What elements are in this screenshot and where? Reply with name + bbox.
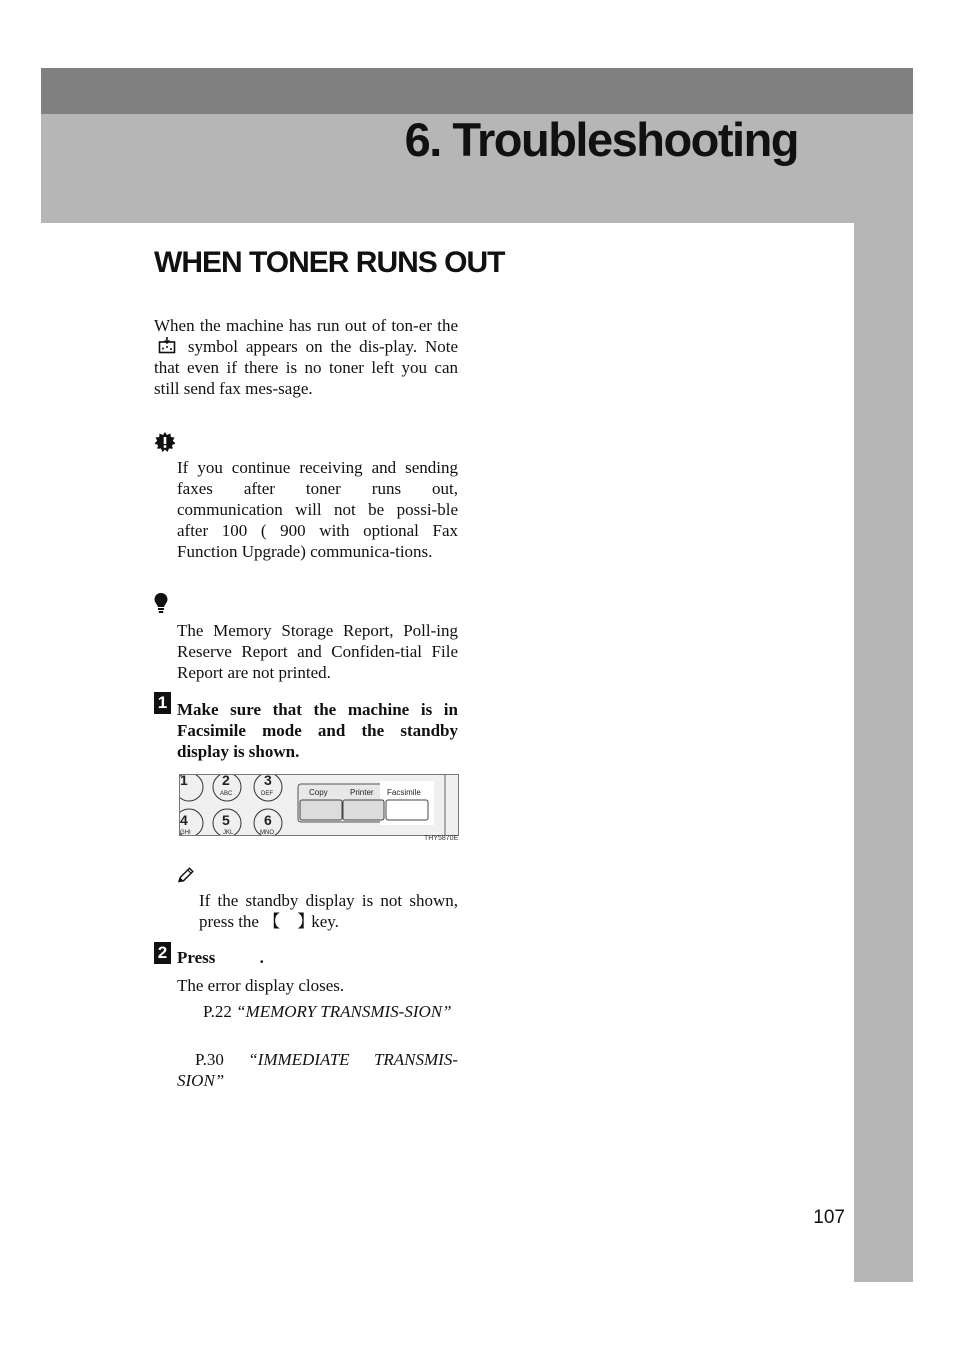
page-number: 107 <box>813 1207 845 1228</box>
keypad-key-6: 6 <box>264 812 272 828</box>
pencil-note-before: If the standby display is not shown, press the <box>199 891 458 931</box>
important-icon <box>154 431 176 453</box>
keypad-key-4: 4 <box>180 812 188 828</box>
reference-immediate-transmission[interactable] <box>177 1049 458 1091</box>
note-text: The Memory Storage Report, Poll-ing Reserve Report and Confiden-tial File Report are not printed. <box>177 621 458 682</box>
section-title: WHEN TONER RUNS OUT <box>154 246 505 279</box>
control-panel-illustration <box>179 774 459 836</box>
keypad-key-2-letters: ABC <box>220 791 233 797</box>
printer-mode-label: Printer <box>350 788 374 797</box>
pencil-note-icon <box>177 866 195 884</box>
header-band-dark <box>41 68 913 114</box>
intro-text-before: When the machine has run out of ton-er the <box>154 316 458 335</box>
step-2-text <box>177 947 458 968</box>
side-tab-bar <box>854 223 913 1282</box>
reference-title: “MEMORY TRANSMIS-SION” <box>236 1002 452 1021</box>
important-text: If you continue receiving and sending faxes after toner runs out, communication will not be possi-ble after 100 ( 900 with optional Fax Function Upgrade) communica-tions. <box>177 458 458 561</box>
facsimile-key-ref: 【 】 <box>263 912 315 931</box>
figure-code: THY5870E <box>424 835 459 842</box>
step-number-2: 2 <box>154 942 171 964</box>
intro-paragraph <box>154 315 458 399</box>
keypad-key-1: 1 <box>180 775 188 788</box>
toner-empty-icon <box>158 336 176 354</box>
keypad-key-5-letters: JKL <box>223 830 234 835</box>
lightbulb-icon <box>153 592 169 614</box>
chapter-title: 6. Troubleshooting <box>404 113 798 166</box>
pencil-note-after: key. <box>311 912 339 931</box>
keypad-key-6-letters: MNO <box>260 830 274 835</box>
keypad-key-4-letters: GHI <box>180 830 191 835</box>
error-closes-text: The error display closes. <box>177 976 345 995</box>
control-panel-drawing <box>180 775 458 835</box>
copy-mode-label: Copy <box>309 788 328 797</box>
step-2-press: Press <box>177 948 216 967</box>
facsimile-mode-label: Facsimile <box>387 788 421 797</box>
reference-memory-transmission[interactable] <box>177 1001 458 1022</box>
keypad-key-5: 5 <box>222 812 230 828</box>
reference-page: P.30 <box>195 1050 224 1069</box>
intro-text-after: symbol appears on the dis-play. Note that even if there is no toner left you can still send fax mes-sage. <box>154 337 458 398</box>
keypad-key-2: 2 <box>222 775 230 788</box>
step-number-1: 1 <box>154 692 171 714</box>
pencil-note-text <box>199 890 458 932</box>
reference-title: “IMMEDIATE TRANSMIS-SION” <box>177 1050 458 1090</box>
keypad-key-3: 3 <box>264 775 272 788</box>
reference-page: P.22 <box>203 1002 232 1021</box>
step-2-period: . <box>259 948 264 967</box>
keypad-key-3-letters: DEF <box>261 791 273 797</box>
step-1-text: Make sure that the machine is in Facsimile mode and the standby display is shown. <box>177 700 458 761</box>
